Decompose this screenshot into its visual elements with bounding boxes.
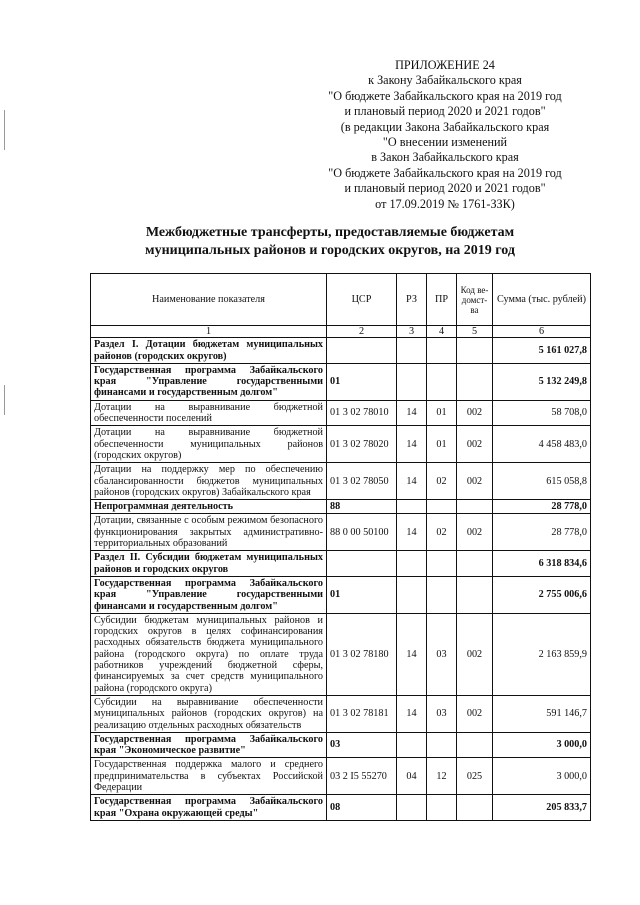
cell-pr <box>427 500 457 514</box>
header-name: Наименование показателя <box>91 274 327 326</box>
column-number: 4 <box>427 326 457 338</box>
cell-kvd: 002 <box>457 463 493 500</box>
cell-csr: 88 <box>327 500 397 514</box>
cell-sum: 3 000,0 <box>493 732 591 758</box>
table-row <box>91 514 591 551</box>
cell-sum: 615 058,8 <box>493 463 591 500</box>
column-number: 2 <box>327 326 397 338</box>
title-line: Межбюджетные трансферты, предоставляемые бюджетам <box>145 225 515 240</box>
cell-csr: 01 <box>327 576 397 613</box>
cell-rz <box>397 363 427 400</box>
cell-name: Раздел I. Дотации бюджетам муниципальных районов (городских округов) <box>91 338 327 364</box>
table-row <box>91 695 591 732</box>
appendix-line: от 17.09.2019 № 1761-ЗЗК) <box>375 196 515 211</box>
header-pr: ПР <box>427 274 457 326</box>
table-row <box>91 338 591 364</box>
cell-csr <box>327 551 397 577</box>
cell-csr: 01 3 02 78050 <box>327 463 397 500</box>
cell-kvd <box>457 576 493 613</box>
cell-name: Субсидии бюджетам муниципальных районов и городских округов в целях софинансирования расходных обязательств бюджета муниципального района (городского округа) по оплате труда работников учреждений бюджетной сферы, финансируемых за счет средств муниципального района (городского округа) <box>91 613 327 695</box>
cell-name: Раздел II. Субсидии бюджетам муниципальных районов и городских округов <box>91 551 327 577</box>
cell-sum: 591 146,7 <box>493 695 591 732</box>
cell-rz: 14 <box>397 695 427 732</box>
cell-sum: 205 833,7 <box>493 795 591 821</box>
cell-pr: 02 <box>427 514 457 551</box>
table-row <box>91 551 591 577</box>
table-header-row <box>91 274 591 326</box>
cell-pr: 01 <box>427 400 457 426</box>
header-sum: Сумма (тыс. рублей) <box>493 274 591 326</box>
cell-pr: 03 <box>427 613 457 695</box>
header-kvd: Код ве-домст-ва <box>457 274 493 326</box>
cell-sum: 28 778,0 <box>493 500 591 514</box>
appendix-block <box>300 58 590 212</box>
cell-sum: 3 000,0 <box>493 758 591 795</box>
cell-rz: 14 <box>397 514 427 551</box>
cell-kvd: 002 <box>457 514 493 551</box>
appendix-line: в Закон Забайкальского края <box>371 150 519 165</box>
cell-sum: 4 458 483,0 <box>493 426 591 463</box>
table-row <box>91 613 591 695</box>
appendix-line: "О внесении изменений <box>382 135 508 150</box>
cell-kvd <box>457 500 493 514</box>
cell-pr: 02 <box>427 463 457 500</box>
cell-kvd: 002 <box>457 613 493 695</box>
appendix-line: к Закону Забайкальского края <box>368 73 522 88</box>
cell-sum: 6 318 834,6 <box>493 551 591 577</box>
scan-edge-mark <box>4 385 5 415</box>
cell-name: Дотации, связанные с особым режимом безопасного функционирования закрытых административно-территориальных образований <box>91 514 327 551</box>
cell-csr: 03 2 I5 55270 <box>327 758 397 795</box>
cell-csr: 08 <box>327 795 397 821</box>
cell-csr: 03 <box>327 732 397 758</box>
cell-kvd: 002 <box>457 695 493 732</box>
table-row <box>91 500 591 514</box>
cell-pr <box>427 732 457 758</box>
cell-name: Дотации на поддержку мер по обеспечению сбалансированности бюджетов муниципальных районов (городских округов) Забайкальского края <box>91 463 327 500</box>
column-number-row <box>91 326 591 338</box>
cell-name: Дотации на выравнивание бюджетной обеспеченности муниципальных районов (городских округов) <box>91 426 327 463</box>
header-csr: ЦСР <box>327 274 397 326</box>
table-row <box>91 363 591 400</box>
appendix-line: (в редакции Закона Забайкальского края <box>340 119 550 134</box>
cell-name: Дотации на выравнивание бюджетной обеспеченности поселений <box>91 400 327 426</box>
table-row <box>91 758 591 795</box>
cell-name: Государственная программа Забайкальского края "Экономическое развитие" <box>91 732 327 758</box>
cell-rz <box>397 795 427 821</box>
column-number: 3 <box>397 326 427 338</box>
cell-pr: 01 <box>427 426 457 463</box>
appendix-line: ПРИЛОЖЕНИЕ 24 <box>395 58 495 72</box>
cell-csr: 01 3 02 78181 <box>327 695 397 732</box>
table-row <box>91 576 591 613</box>
cell-sum: 5 132 249,8 <box>493 363 591 400</box>
cell-csr: 01 <box>327 363 397 400</box>
cell-kvd: 002 <box>457 400 493 426</box>
cell-csr: 88 0 00 50100 <box>327 514 397 551</box>
cell-rz <box>397 732 427 758</box>
column-number: 1 <box>91 326 327 338</box>
cell-name: Государственная поддержка малого и среднего предпринимательства в субъектах Российской Федерации <box>91 758 327 795</box>
cell-kvd: 002 <box>457 426 493 463</box>
cell-kvd: 025 <box>457 758 493 795</box>
appendix-line: и плановый период 2020 и 2021 годов" <box>344 181 546 196</box>
title-line: муниципальных районов и городских округов, на 2019 год <box>145 243 515 258</box>
table-row <box>91 732 591 758</box>
cell-name: Непрограммная деятельность <box>91 500 327 514</box>
column-number: 6 <box>493 326 591 338</box>
appendix-line: "О бюджете Забайкальского края на 2019 год <box>328 165 562 180</box>
cell-kvd <box>457 338 493 364</box>
transfers-table <box>90 273 591 821</box>
header-rz: РЗ <box>397 274 427 326</box>
cell-pr <box>427 576 457 613</box>
cell-kvd <box>457 732 493 758</box>
cell-kvd <box>457 551 493 577</box>
cell-rz <box>397 551 427 577</box>
cell-kvd <box>457 795 493 821</box>
table-row <box>91 426 591 463</box>
cell-sum: 5 161 027,8 <box>493 338 591 364</box>
cell-csr <box>327 338 397 364</box>
cell-pr <box>427 363 457 400</box>
appendix-line: и плановый период 2020 и 2021 годов" <box>344 104 546 119</box>
document-title <box>60 224 600 260</box>
cell-rz: 04 <box>397 758 427 795</box>
cell-pr: 12 <box>427 758 457 795</box>
appendix-line: "О бюджете Забайкальского края на 2019 год <box>328 88 562 103</box>
cell-rz <box>397 338 427 364</box>
scan-edge-mark <box>4 110 5 150</box>
cell-sum: 58 708,0 <box>493 400 591 426</box>
column-number: 5 <box>457 326 493 338</box>
cell-name: Государственная программа Забайкальского края "Управление государственными финансами и государственным долгом" <box>91 363 327 400</box>
cell-csr: 01 3 02 78010 <box>327 400 397 426</box>
table-row <box>91 795 591 821</box>
cell-sum: 2 755 006,6 <box>493 576 591 613</box>
cell-rz: 14 <box>397 463 427 500</box>
cell-kvd <box>457 363 493 400</box>
cell-pr: 03 <box>427 695 457 732</box>
cell-sum: 28 778,0 <box>493 514 591 551</box>
cell-rz <box>397 500 427 514</box>
cell-name: Государственная программа Забайкальского края "Управление государственными финансами и государственным долгом" <box>91 576 327 613</box>
cell-pr <box>427 795 457 821</box>
cell-rz: 14 <box>397 426 427 463</box>
cell-rz: 14 <box>397 400 427 426</box>
cell-name: Государственная программа Забайкальского края "Охрана окружающей среды" <box>91 795 327 821</box>
cell-pr <box>427 551 457 577</box>
cell-sum: 2 163 859,9 <box>493 613 591 695</box>
cell-name: Субсидии на выравнивание обеспеченности муниципальных районов (городских округов) на реализацию отдельных расходных обязательств <box>91 695 327 732</box>
table-row <box>91 400 591 426</box>
cell-rz: 14 <box>397 613 427 695</box>
cell-rz <box>397 576 427 613</box>
cell-pr <box>427 338 457 364</box>
cell-csr: 01 3 02 78180 <box>327 613 397 695</box>
table-row <box>91 463 591 500</box>
cell-csr: 01 3 02 78020 <box>327 426 397 463</box>
